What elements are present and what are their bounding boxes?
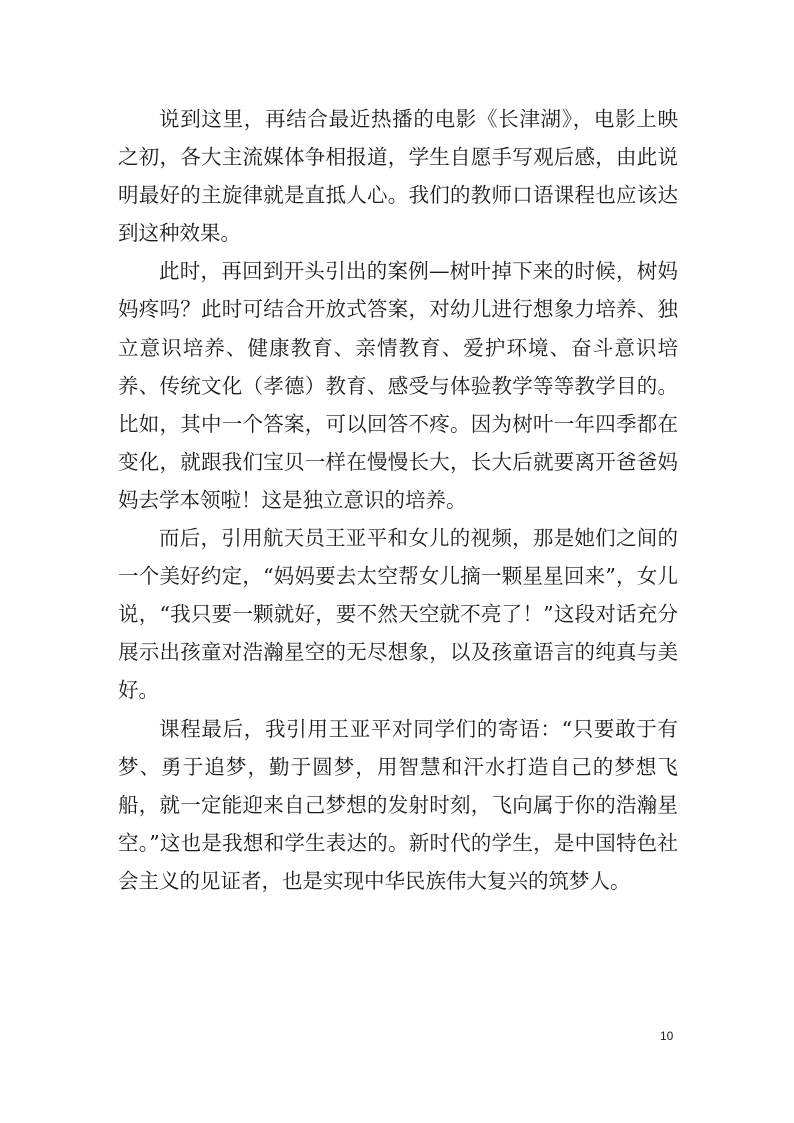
paragraph-4: 课程最后，我引用王亚平对同学们的寄语：“只要敢于有梦、勇于追梦，勤于圆梦，用智慧和汗水打造自己的梦想飞船，就一定能迎来自己梦想的发射时刻，飞向属于你的浩瀚星空。”这也是我想和学生表达的。新时代的学生，是中国特色社会主义的见证者，也是实现中华民族伟大复兴的筑梦人。: [118, 716, 678, 893]
paragraph-1: 说到这里，再结合最近热播的电影《长津湖》，电影上映之初，各大主流媒体争相报道，学生自愿手写观后感，由此说明最好的主旋律就是直抵人心。我们的教师口语课程也应该达到这种效果。: [118, 107, 678, 246]
page-body: [118, 100, 678, 900]
page-number: 10: [660, 1029, 674, 1043]
paragraph-3: 而后，引用航天员王亚平和女儿的视频，那是她们之间的一个美好约定，“妈妈要去太空帮女儿摘一颗星星回来”，女儿说，“我只要一颗就好，要不然天空就不亮了！”这段对话充分展示出孩童对浩瀚星空的无尽想象，以及孩童语言的纯真与美好。: [118, 526, 678, 703]
paragraph-2: 此时，再回到开头引出的案例—树叶掉下来的时候，树妈妈疼吗？此时可结合开放式答案，对幼儿进行想象力培养、独立意识培养、健康教育、亲情教育、爱护环境、奋斗意识培养、传统文化（孝德）教育、感受与体验教学等等教学目的。比如，其中一个答案，可以回答不疼。因为树叶一年四季都在变化，就跟我们宝贝一样在慢慢长大，长大后就要离开爸爸妈妈去学本领啦！这是独立意识的培养。: [118, 259, 678, 512]
